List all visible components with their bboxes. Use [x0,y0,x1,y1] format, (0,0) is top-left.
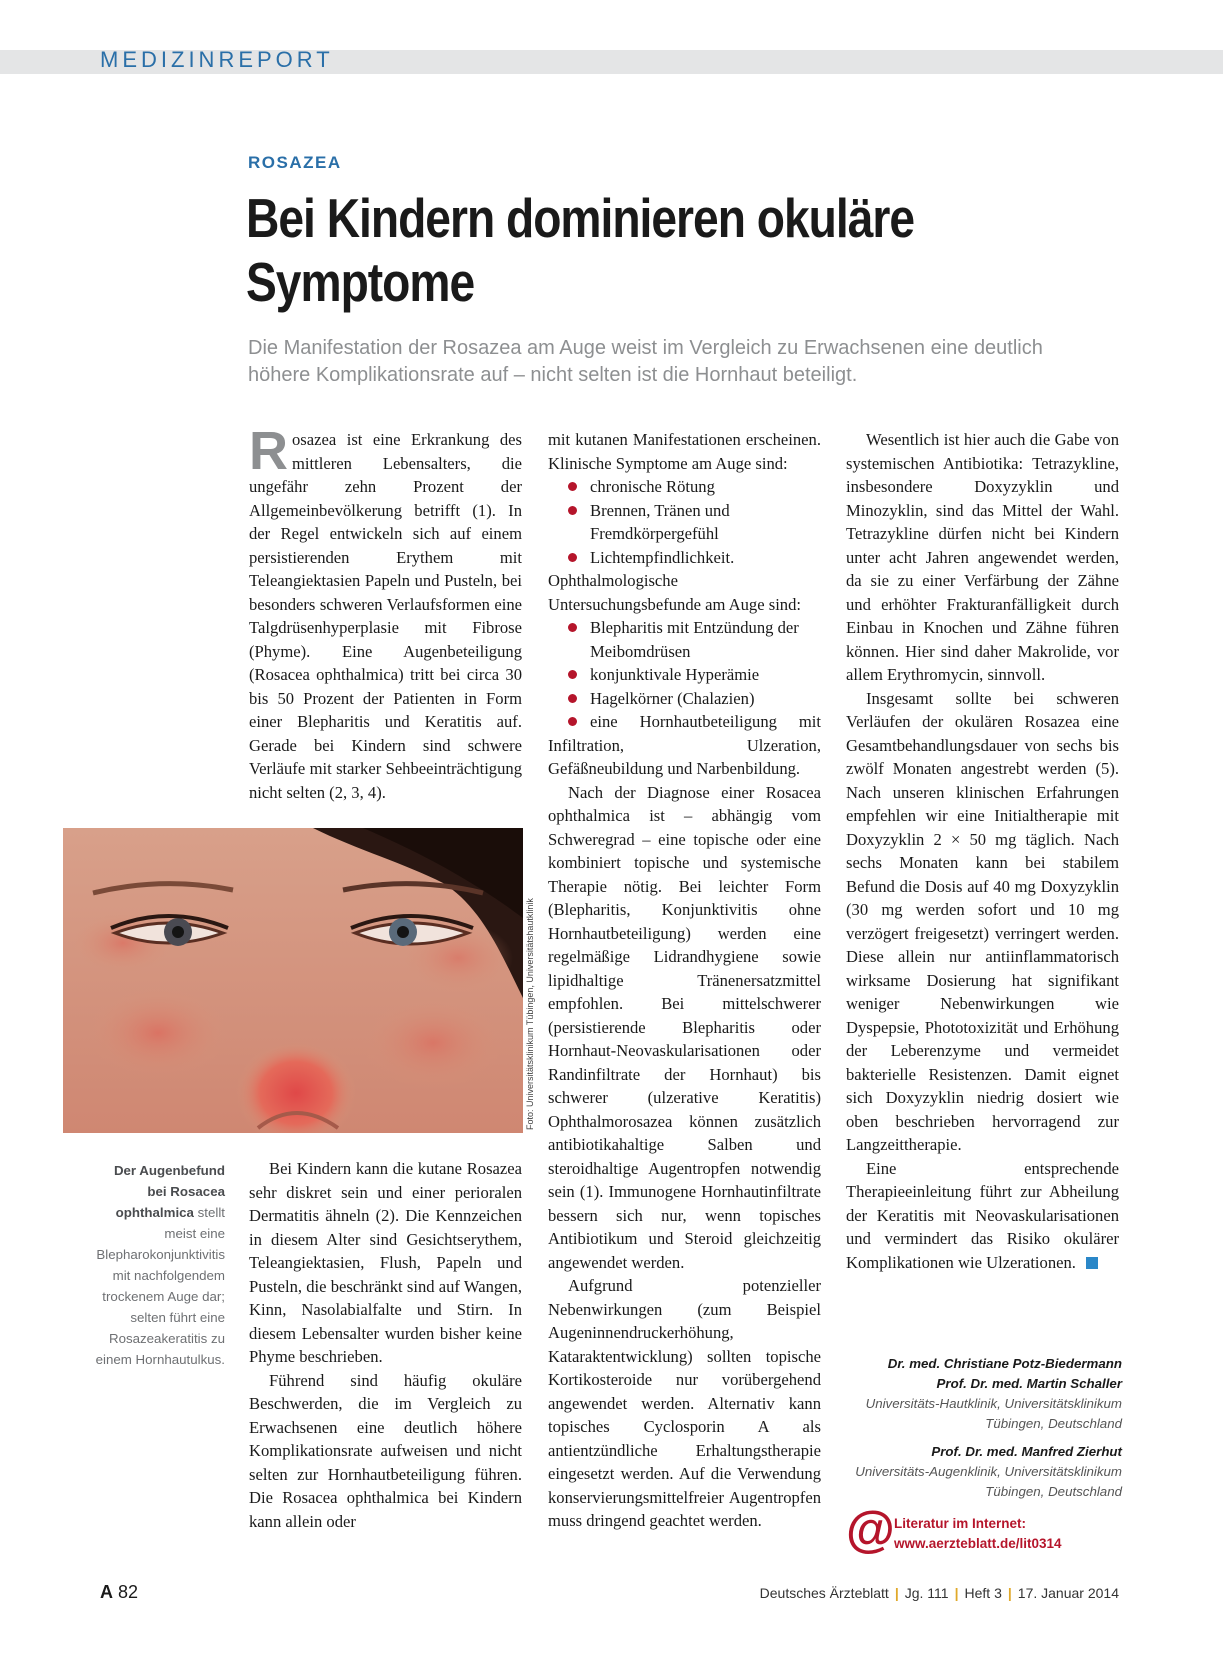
at-sign-icon: @ [846,1501,895,1557]
paragraph: Ophthalmologische Untersuchungsbefunde am Auge sind: [548,571,802,614]
author-affiliation: Universitäts-Augenklinik, Universitätsklinikum [855,1464,1122,1479]
drop-cap: R [249,421,288,481]
article-subline: Die Manifestation der Rosazea am Auge weist im Vergleich zu Erwachsenen eine deutlich höhere Komplikationsrate auf – nicht selten ist die Hornhaut beteiligt. [248,337,1043,386]
paragraph: eine Hornhautbeteiligung mit Infiltration, Ulzeration, Gefäßneubildung und Narbenbildung. [548,712,821,778]
paragraph: Insgesamt sollte bei schweren Verläufen der okulären Rosazea eine Gesamtbehandlungsdauer von sechs bis zwölf Monaten angestrebt werden (5). Nach unseren klinischen Erfahrungen empfehlen wir eine Initialtherapie mit Doxyzyklin 2 × 50 mg täglich. Nach sechs Monaten kann bei stabilem Befund die Dosis auf 40 mg Doxyzyklin (30 mg werden sofort und 10 mg verzögert freigesetzt) verringert werden. Diese allein nur antiinflammatorisch wirksame Dosierung hat signifikant weniger Nebenwirkungen wie Dyspepsie, Phototoxizität und Erhöhung der Leberenzyme und vermeidet bakterielle Resistenzen. Damit eignet sich Doxyzyklin niedrig dosiert wie oben beschrieben hervorragend zur Langzeittherapie. [846,688,1119,1154]
findings-list [548,616,821,710]
paragraph: mit kutanen Manifestationen erscheinen. Klinische Symptome am Auge sind: [548,430,821,473]
bullet-icon [568,717,577,726]
intro-paragraph: Rosazea ist eine Erkrankung des mittleren Lebensalters, die ungefähr zehn Prozent der Allgemeinbevölkerung betrifft (1). In der Regel entwickeln sich auf einem persistierenden Erythem mit Teleangiektasien Papeln und Pusteln, bei besonders schweren Verlaufsformen eine Talgdrüsenhyperplasie mit Fibrose (Phyme). Eine Augenbeteiligung (Rosacea ophthalmica) tritt bei circa 30 bis 50 Prozent der Patienten in Form einer Blepharitis und Keratitis auf. Gerade bei Kindern sind schwere Verläufe mit starker Sehbeeinträchtigung nicht selten (2, 3, 4). [249,421,522,802]
list-item: chronische Rötung [548,475,821,499]
face-image [63,828,523,1133]
paragraph: Aufgrund potenzieller Nebenwirkungen (zum Beispiel Augeninnendruckerhöhung, Kataraktentwicklung) sollten topische Kortikosteroide nur vorübergehend angewendet werden. Alternativ kann topisches Cyclosporin A als antientzündliche Erhaltungstherapie eingesetzt werden. Auf die Verwendung konservierungsmittelfreier Augentropfen muss dringend geachtet werden. [548,1276,821,1530]
photo-credit: Foto: Universitätsklinikum Tübingen, Universitätshautklinik [525,898,535,1130]
journal-info: Deutsches Ärzteblatt | Jg. 111 | Heft 3 | 17. Januar 2014 [759,1585,1119,1601]
paragraph: Wesentlich ist hier auch die Gabe von systemischen Antibiotika: Tetrazykline, insbesondere Doxyzyklin und Minozyklin, sind das Mittel der Wahl. Tetrazykline dürfen nicht bei Kindern unter acht Jahren angewendet werden, da sie zu einer Verfärbung der Zähne und erhöhter Frakturanfälligkeit durch Einbau in Knochen und Zähne führen können. Hier sind daher Makrolide, vor allem Erythromycin, sinnvoll. [846,430,1119,684]
literature-label: Literatur im Internet: [894,1516,1027,1531]
list-item: Hagelkörner (Chalazien) [548,687,821,711]
author-affiliation: Tübingen, Deutschland [985,1484,1122,1499]
issue: Heft 3 [964,1585,1002,1601]
paragraph: Bei Kindern kann die kutane Rosazea sehr diskret sein und einer perioralen Dermatitis ähneln (2). Die Kennzeichen in diesem Alter sind Gesichtserythem, Teleangiektasien, Flush, Papeln und Pusteln, die beschränkt sind auf Wangen, Kinn, Nasolabialfalte und Stirn. In diesem Lebensalter wurden bisher keine Phyme beschrieben. [249,1159,522,1366]
symptom-list [548,475,821,569]
paragraph: Eine entsprechende Therapieeinleitung führt zur Abheilung der Keratitis mit Neovaskularisationen und vermindert das Risiko okulärer Komplikationen wie Ulzerationen. [846,1158,1119,1272]
figure-caption: Der Augenbefund bei Rosacea ophthalmica stellt meist eine Blepharokonjunktivitis mit nachfolgendem trockenem Auge dar; selten führt eine Rosazeakeratitis zu einem Hornhautulkus. [95,1163,225,1367]
rosacea-photo [63,828,523,1133]
literature-box [846,1501,1106,1557]
end-mark-icon [1086,1257,1098,1269]
article-kicker: ROSAZEA [248,153,342,172]
section-label: MEDIZINREPORT [100,47,334,72]
author-name: Dr. med. Christiane Potz-Biedermann [887,1356,1122,1371]
column-2 [548,428,821,1533]
list-item: Blepharitis mit Entzündung der Meibomdrüsen [548,616,821,663]
author-name: Prof. Dr. med. Manfred Zierhut [931,1444,1122,1459]
literature-link[interactable]: www.aerzteblatt.de/lit0314 [894,1536,1062,1551]
paragraph: Nach der Diagnose einer Rosacea ophthalmica ist – abhängig vom Schweregrad – eine topische oder eine kombiniert topische und systemische Therapie nötig. Bei leichter Form (Blepharitis, Konjunktivitis ohne Hornhautbeteiligung) werden eine regelmäßige Lidrandhygiene sowie lipidhaltige Tränenersatzmittel empfohlen. Bei mittelschwerer (persistierende Blepharitis oder Hornhaut-Neovaskularisationen oder Randinfiltrate der Hornhaut) bis schwerer (ulzerative Keratitis) Ophthalmorosazea können zusätzlich antibiotikahaltige Salben und steroidhaltige Augentropfen notwendig sein (1). Immunogene Hornhautinfiltrate bessern sich nur, wenn topisches Antibiotikum und Steroid gleichzeitig angewendet werden. [548,782,821,1272]
journal-name: Deutsches Ärzteblatt [759,1585,889,1601]
list-item: konjunktivale Hyperämie [548,663,821,687]
article-headline: Bei Kindern dominieren okuläre Symptome [246,187,915,313]
author-name: Prof. Dr. med. Martin Schaller [936,1376,1122,1391]
column-1-continued [249,1157,522,1533]
list-item: Lichtempfindlichkeit. [548,546,821,570]
list-item: Brennen, Tränen und Fremdkörpergefühl [548,499,821,546]
issue-date: 17. Januar 2014 [1017,1585,1119,1601]
volume: Jg. 111 [904,1585,949,1601]
page-number: A 82 [100,1582,139,1602]
paragraph: Führend sind häufig okuläre Beschwerden, die im Vergleich zu Erwachsenen eine deutlich höhere Komplikationsrate aufweisen und nicht selten zur Hornhautbeteiligung führen. Die Rosacea ophthalmica bei Kindern kann allein oder [249,1370,522,1531]
column-3 [846,428,1119,1274]
column-1 [249,421,522,804]
author-affiliation: Universitäts-Hautklinik, Universitätsklinikum [865,1396,1122,1411]
author-block [846,1354,1122,1502]
author-affiliation: Tübingen, Deutschland [985,1416,1122,1431]
